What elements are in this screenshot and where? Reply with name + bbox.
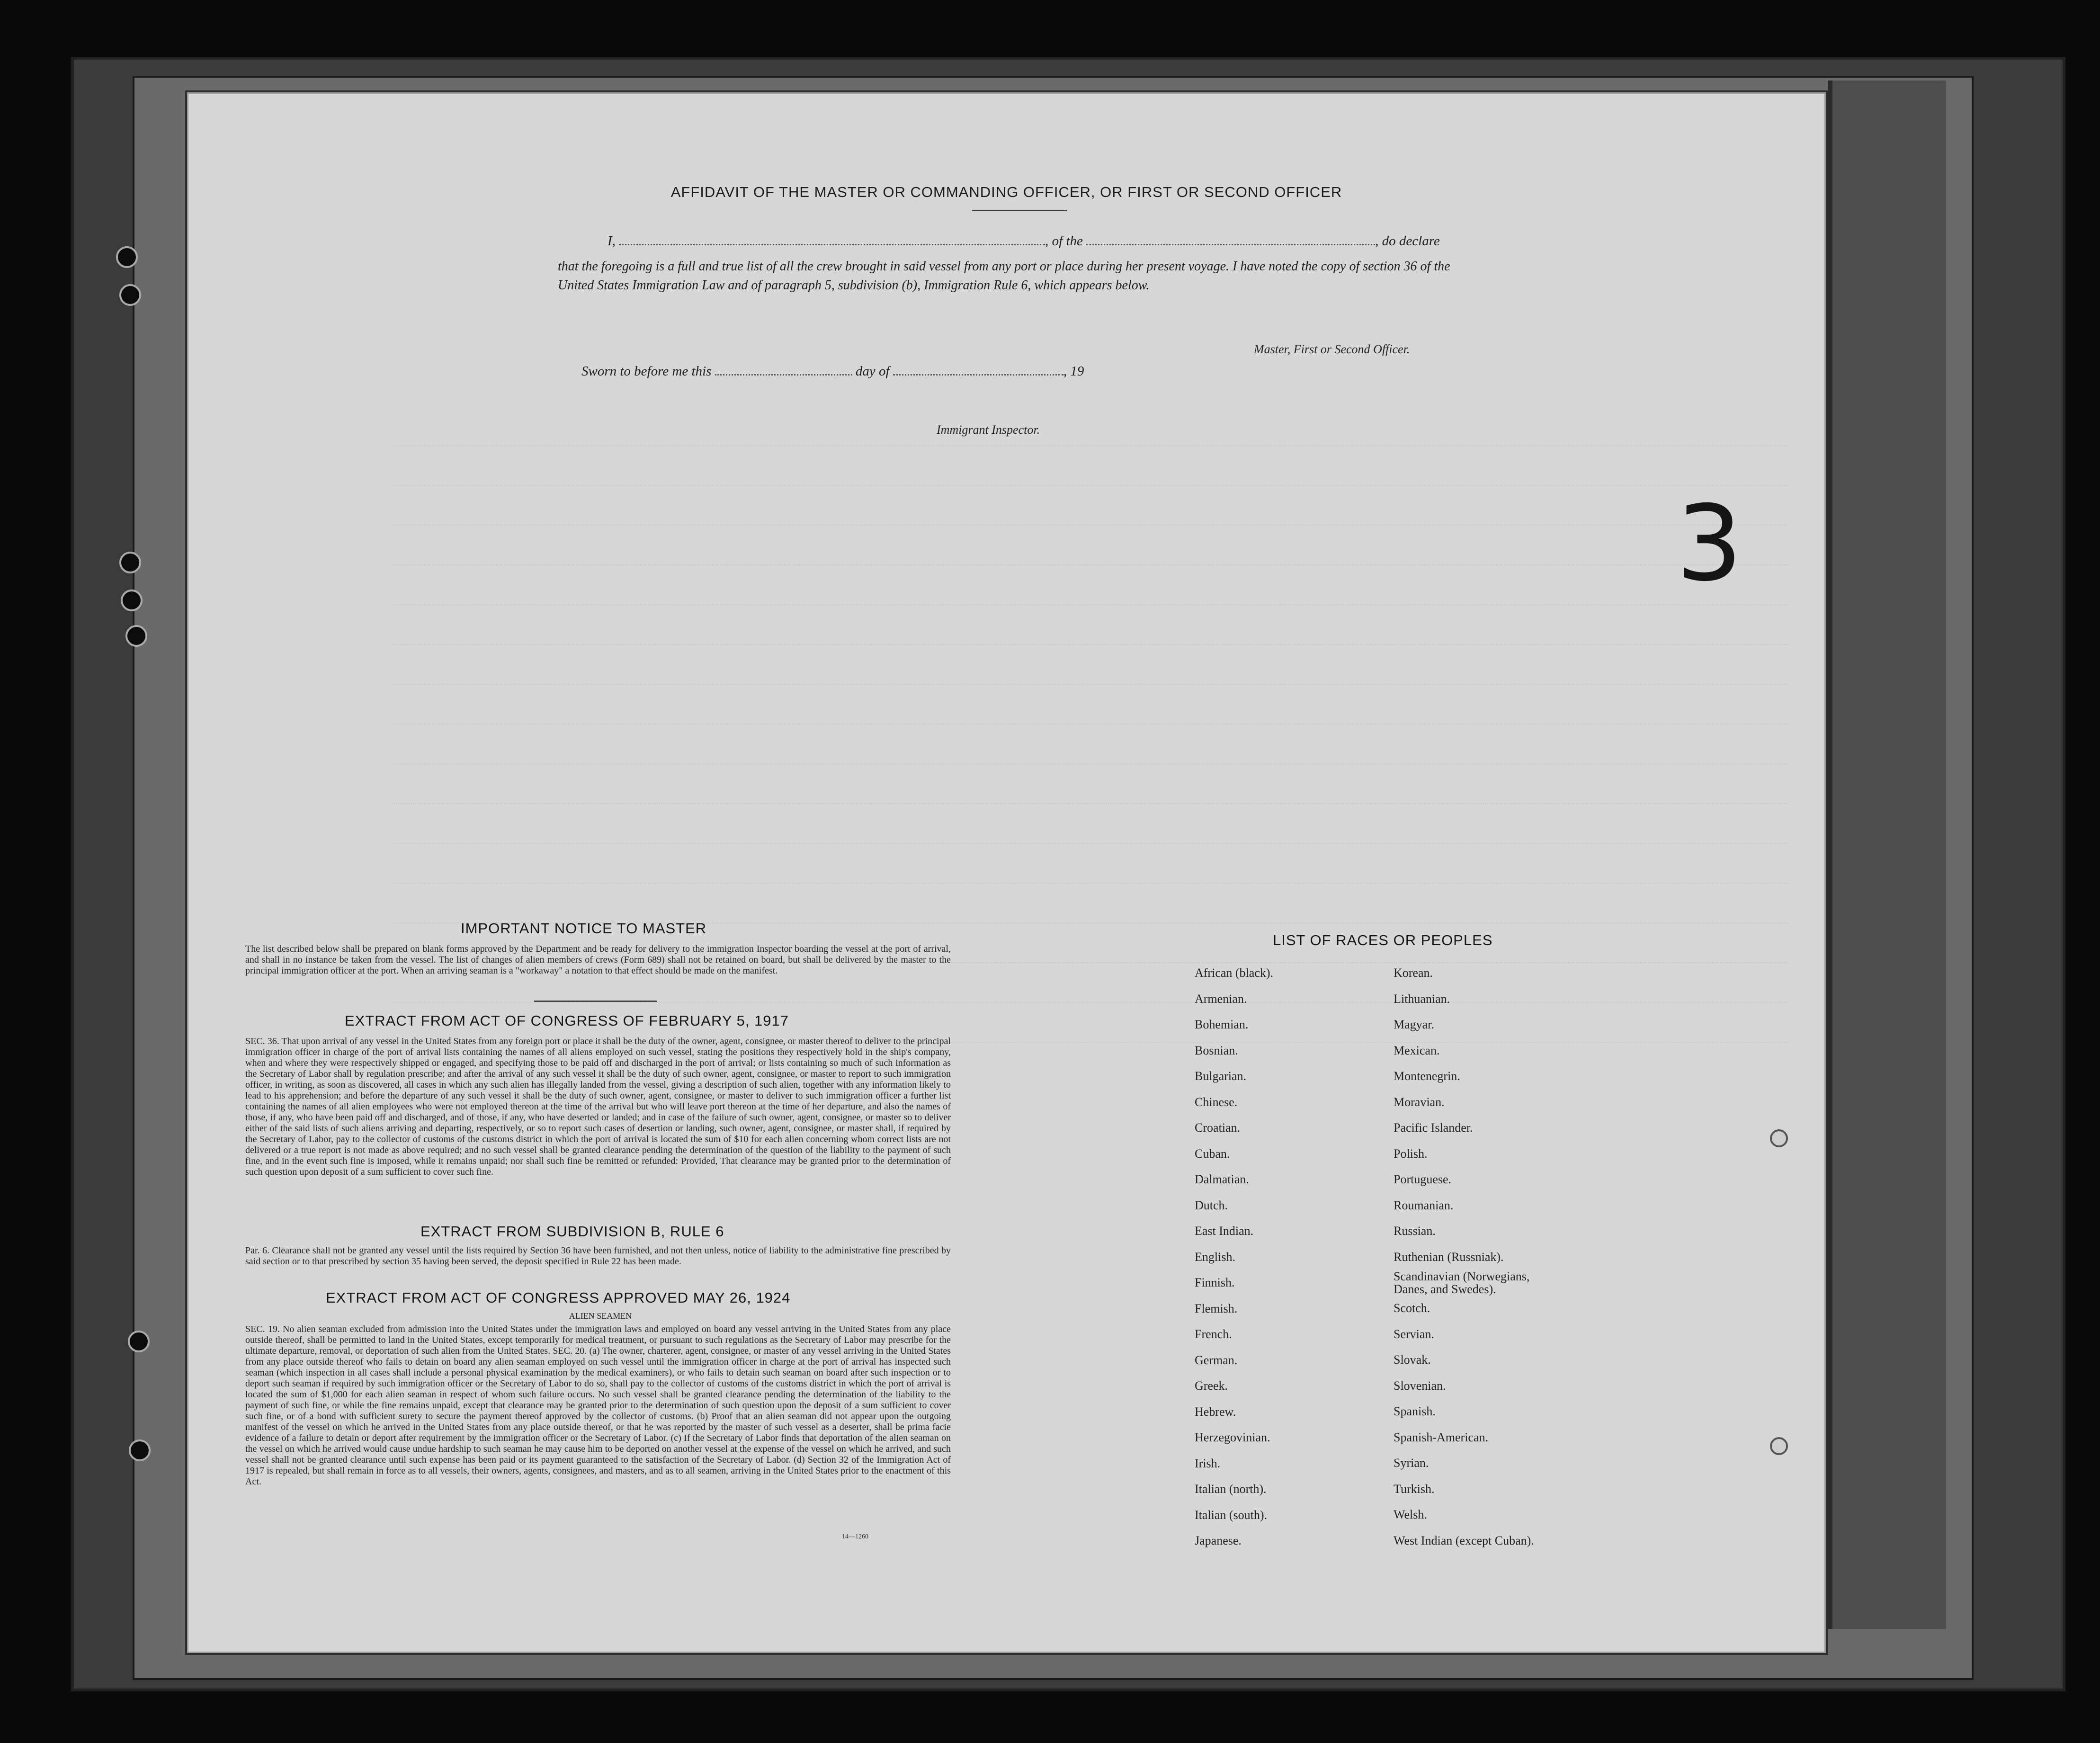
show-through-row <box>392 884 1789 923</box>
show-through-row <box>392 446 1789 486</box>
show-through-row <box>392 605 1789 645</box>
extract-rule6-heading: EXTRACT FROM SUBDIVISION B, RULE 6 <box>420 1223 724 1240</box>
show-through-row <box>392 724 1789 764</box>
binder-hole <box>128 1331 150 1352</box>
sworn-prefix: Sworn to before me this <box>581 364 712 379</box>
race-item: Finnish. <box>1195 1276 1235 1289</box>
binder-hole <box>121 590 143 611</box>
binder-hole <box>125 625 147 647</box>
extract-1924-heading: EXTRACT FROM ACT OF CONGRESS APPROVED MAY 26, 1924 <box>326 1289 791 1306</box>
show-through-row <box>392 685 1789 724</box>
extract-1917-text: SEC. 36. That upon arrival of any vessel in the United States from any foreign port or place it shall be the duty of the owner, agent, consignee, or master thereof to deliver to the principal immigration officer in charge of the port of arrival lists containing the names of all aliens employed on such vessel, stating the positions they respectively hold in the ship's company, when and where they were respectively shipped or engaged, and specifying those to be paid off and discharged in the port of arrival; or lists containing so much of such information as the Secretary of Labor shall by regulation prescribe; and after the arrival of any such vessel it shall be the duty of such owner, agent, consignee, or master to report to such immigration officer, in writing, as soon as discovered, all cases in which any such alien has illegally landed from the vessel, giving a description of such alien, together with any information likely to lead to his apprehension; and before the departure of any such vessel it shall be the duty of such owner, agent, consignee, or master to deliver to such immigration officer a further list containing the names of all alien employees who were not employed thereon at the time of the arrival but who will leave port thereon at the time of her departure, and also the names of those, if any, who have been paid off and discharged, and of those, if any, who have deserted or landed; and in case of the failure of such owner, agent, consignee, or master so to deliver either of the said lists of such aliens arriving and departing, respectively, or so to report such cases of desertion or landing, such owner, agent, consignee, or master shall, if required by the Secretary of Labor, pay to the collector of customs of the customs district in which the port of arrival is located the sum of $10 for each alien concerning whom correct lists are not delivered or a true report is not made as above required; and no such vessel shall be granted clearance pending the determination of the question of the liability to the payment of such fine, and in the event such fine is imposed, while it remains unpaid; nor shall such fine be remitted or refunded: Provided, That clearance may be granted prior to the determination of such question upon deposit of a sum sufficient to cover such fine. <box>245 1036 951 1177</box>
title-divider <box>972 210 1067 211</box>
extract-1924-text: SEC. 19. No alien seaman excluded from admission into the United States under the immigration laws and employed on board any vessel arriving in the United States from any place outside thereof, shall be permitted to land in the United States, except temporarily for medical treatment, or pursuant to such regulations as the Secretary of Labor may prescribe for the ultimate departure, removal, or deportation of such alien from the United States. SEC. 20. (a) The owner, charterer, agent, consignee, or master of any vessel arriving in the United States from any place outside thereof who fails to detain on board any alien seaman employed on such vessel until the immigration officer in charge at the port of arrival has inspected such seaman (which inspection in all cases shall include a personal physical examination by the medical examiners), or who fails to detain such seaman on board after such inspection or to deport such seaman if required by such immigration officer or the Secretary of Labor to do so, shall pay to the collector of customs of the customs district in which the port of arrival is located the sum of $1,000 for each alien seaman in respect of whom such failure occurs. No such vessel shall be granted clearance pending the determination of the liability to the payment of such fine, or while the fine remains unpaid, except that clearance may be granted prior to the determination of such question upon the deposit of a sum sufficient to cover such fine, or of a bond with sufficient surety to secure the payment thereof approved by the collector of customs. (b) Proof that an alien seaman did not appear upon the outgoing manifest of the vessel on which he arrived in the United States from any place outside thereof, or that he was reported by the master of such vessel as a deserter, shall be prima facie evidence of a failure to detain or deport after requirement by the immigration officer or the Secretary of Labor. (c) If the Secretary of Labor finds that deportation of the alien seaman on the vessel on which he arrived would cause undue hardship to such seaman he may cause him to be deported on another vessel at the expense of the vessel on which he arrived, and such vessel shall not be granted clearance until such expense has been paid or its payment guaranteed to the satisfaction of the Secretary of Labor. (d) Section 32 of the Immigration Act of 1917 is repealed, but shall remain in force as to all vessels, their owners, agents, consignees, and masters, and as to all seamen, arriving in the United States prior to the enactment of this Act. <box>245 1324 951 1487</box>
vessel-blank[interactable] <box>1086 244 1375 245</box>
sworn-year-label: , 19 <box>1063 364 1084 379</box>
race-item: Roumanian. <box>1394 1198 1454 1212</box>
show-through-row <box>392 844 1789 884</box>
race-item: Korean. <box>1394 966 1433 980</box>
race-item: Slovak. <box>1394 1353 1431 1367</box>
race-item: Irish. <box>1195 1456 1221 1470</box>
race-item: African (black). <box>1195 966 1274 980</box>
declaration-of-the: , of the <box>1045 233 1083 249</box>
show-through-row <box>392 406 1789 446</box>
handwritten-page-mark: 3 <box>1676 483 1743 604</box>
declaration-paragraph: that the foregoing is a full and true list of all the crew brought in said vessel from any port or place during her present voyage. I have noted the copy of section 36 of the United States Immigration Law and of paragraph 5, subdivision (b), Immigration Rule 6, which appears below. <box>558 259 1450 293</box>
race-item: Dutch. <box>1195 1198 1228 1212</box>
race-item: Russian. <box>1394 1224 1436 1238</box>
show-through-row <box>392 764 1789 804</box>
race-item: Herzegovinian. <box>1195 1430 1270 1444</box>
sworn-line <box>581 364 1084 379</box>
declaration-i: I, <box>608 233 616 249</box>
race-item: Greek. <box>1195 1379 1228 1393</box>
binder-hole <box>119 552 141 573</box>
race-item: Pacific Islander. <box>1394 1121 1473 1135</box>
race-item: Scotch. <box>1394 1301 1430 1315</box>
race-item: Bulgarian. <box>1195 1069 1247 1083</box>
race-item: Hebrew. <box>1195 1404 1236 1419</box>
race-item: Montenegrin. <box>1394 1069 1460 1083</box>
name-blank[interactable] <box>619 244 1045 245</box>
manifest-page <box>187 92 1826 1653</box>
affidavit-title: AFFIDAVIT OF THE MASTER OR COMMANDING OFFICER, OR FIRST OR SECOND OFFICER <box>670 184 1342 200</box>
race-item: Welsh. <box>1394 1508 1427 1521</box>
race-item: East Indian. <box>1195 1224 1254 1238</box>
show-through-row <box>392 526 1789 565</box>
race-item: Magyar. <box>1394 1018 1434 1031</box>
sworn-date-blank[interactable] <box>715 374 852 375</box>
race-item: Bohemian. <box>1195 1018 1249 1031</box>
extract-rule6-text: Par. 6. Clearance shall not be granted any vessel until the lists required by Section 36 have been furnished, and not then unless, notice of liability to the administrative fine prescribed by said section or to that prescribed by section 35 having been served, the deposit specified in Rule 22 has been made. <box>245 1245 951 1267</box>
binder-hole <box>1770 1437 1788 1455</box>
race-item: Croatian. <box>1195 1121 1241 1135</box>
race-item: Cuban. <box>1195 1146 1230 1161</box>
binder-hole <box>1770 1129 1788 1147</box>
race-item: Servian. <box>1394 1327 1434 1341</box>
race-item: Portuguese. <box>1394 1172 1452 1186</box>
notice-text: The list described below shall be prepared on blank forms approved by the Department and be ready for delivery to the immigration Inspector boarding the vessel at the port of arrival, and shall in no instance be taken from the vessel. The list of changes of alien members of crews (Form 689) shall not be retained on board, but shall be delivered by the master to the principal immigration officer at the port. When an arriving seaman is a "workaway" a notation to that effect should be made on the manifest. <box>245 944 951 976</box>
races-left-column <box>1195 960 1273 1554</box>
form-number: 14—1260 <box>842 1533 868 1540</box>
show-through-rows <box>392 406 1789 1117</box>
race-item: Lithuanian. <box>1394 992 1450 1006</box>
race-item: Armenian. <box>1195 992 1247 1006</box>
race-item: English. <box>1195 1250 1235 1264</box>
officer-signature-label: Master, First or Second Officer. <box>1254 342 1410 356</box>
race-item: Chinese. <box>1195 1095 1238 1109</box>
race-item: Spanish-American. <box>1394 1430 1489 1444</box>
binder-hole <box>129 1439 151 1461</box>
race-item: Slovenian. <box>1394 1378 1446 1393</box>
declaration-line <box>608 233 1440 249</box>
race-item: Japanese. <box>1195 1534 1242 1547</box>
binder-hole <box>119 284 141 306</box>
race-item: Ruthenian (Russniak). <box>1394 1250 1504 1264</box>
race-item: Italian (south). <box>1195 1508 1268 1522</box>
binder-hole <box>116 246 138 268</box>
sworn-day-label: day of <box>855 364 890 379</box>
adjacent-page-edge <box>1828 80 1946 1629</box>
race-item: Syrian. <box>1394 1456 1429 1470</box>
extract-1924-subheading: ALIEN SEAMEN <box>569 1311 632 1321</box>
race-item: Dalmatian. <box>1195 1172 1249 1186</box>
race-item: Scandinavian (Norwegians, Danes, and Swedes). <box>1394 1269 1530 1296</box>
show-through-row <box>392 565 1789 605</box>
races-heading: LIST OF RACES OR PEOPLES <box>1273 932 1493 948</box>
race-item: Turkish. <box>1394 1482 1435 1496</box>
section-divider <box>534 1001 657 1002</box>
inspector-signature-label: Immigrant Inspector. <box>937 423 1040 437</box>
race-item: Bosnian. <box>1195 1043 1238 1057</box>
race-item: Spanish. <box>1394 1404 1436 1418</box>
race-item: French. <box>1195 1327 1232 1341</box>
show-through-row <box>392 804 1789 844</box>
race-item: German. <box>1195 1353 1238 1367</box>
sworn-month-blank[interactable] <box>893 374 1063 375</box>
race-item: Flemish. <box>1195 1301 1238 1315</box>
race-item: Mexican. <box>1394 1043 1440 1057</box>
extract-1917-heading: EXTRACT FROM ACT OF CONGRESS OF FEBRUARY 5, 1917 <box>345 1012 789 1029</box>
race-item: Polish. <box>1394 1146 1428 1161</box>
race-item: West Indian (except Cuban). <box>1394 1533 1534 1547</box>
race-item: Italian (north). <box>1195 1482 1267 1496</box>
show-through-row <box>392 645 1789 685</box>
race-item: Moravian. <box>1394 1095 1445 1109</box>
notice-heading: IMPORTANT NOTICE TO MASTER <box>461 920 707 937</box>
declaration-declare: , do declare <box>1375 233 1440 249</box>
show-through-row <box>392 486 1789 526</box>
races-right-column <box>1394 960 1545 1554</box>
